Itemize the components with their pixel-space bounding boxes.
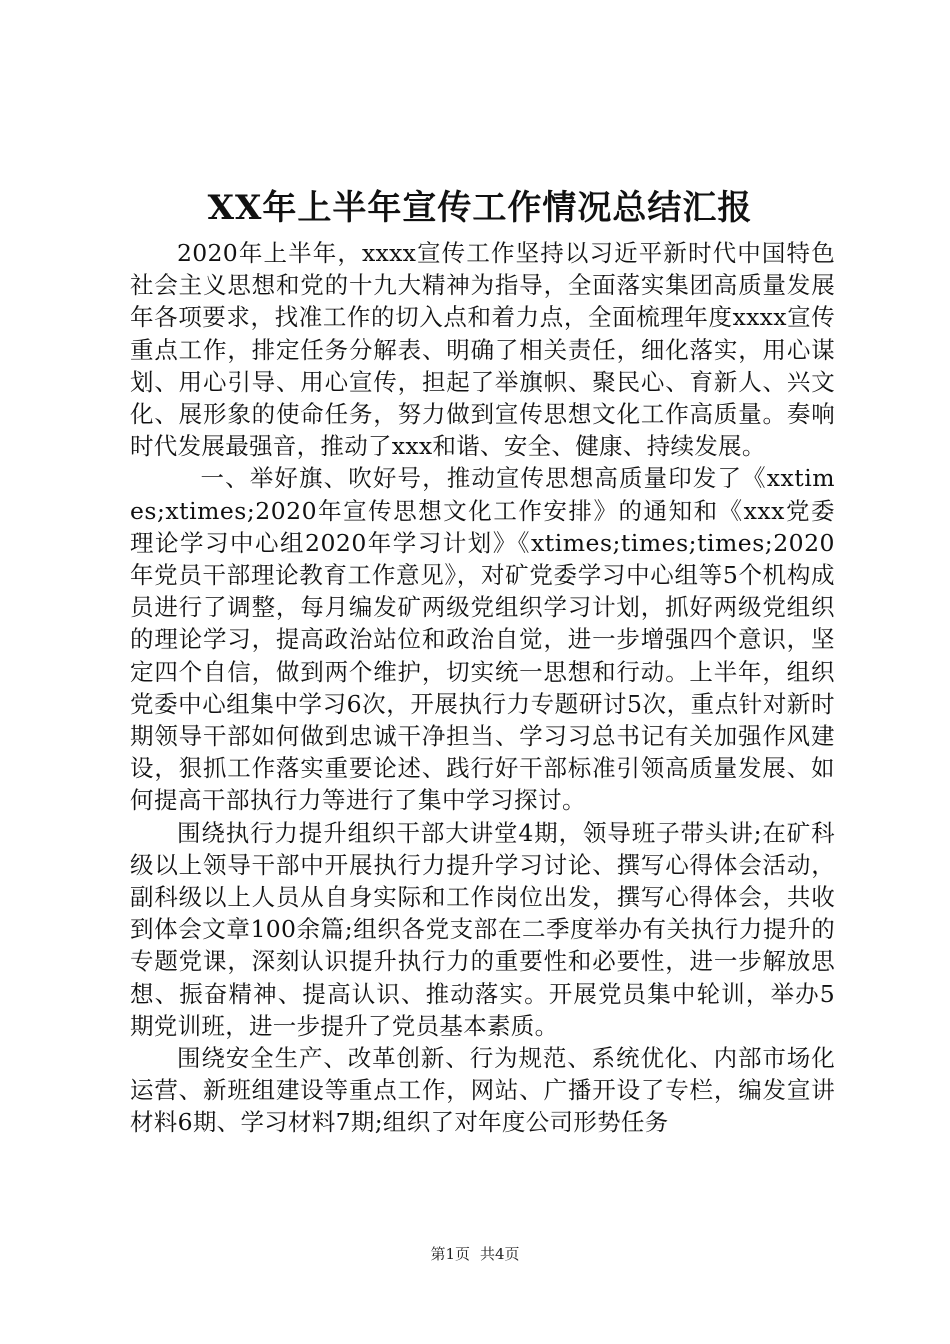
document-body — [130, 237, 835, 1139]
paragraph-section-one: 一、举好旗、吹好号，推动宣传思想高质量印发了《xxtimes;xtimes;2020年宣传思想文化工作安排》的通知和《xxx党委理论学习中心组2020年学习计划》《xtimes;times;times;2020年党员干部理论教育工作意见》，对矿党委学习中心组等5个机构成员进行了调整，每月编发矿两级党组织学习计划，抓好两级党组织的理论学习，提高政治站位和政治自觉，进一步增强四个意识，坚定四个自信，做到两个维护，切实统一思想和行动。上半年，组织党委中心组集中学习6次，开展执行力专题研讨5次，重点针对新时期领导干部如何做到忠诚干净担当、学习习总书记有关加强作风建设，狠抓工作落实重要论述、践行好干部标准引领高质量发展、如何提高干部执行力等进行了集中学习探讨。 — [130, 464, 835, 815]
page-total: 共4页 — [480, 1245, 520, 1263]
page-footer — [0, 1244, 950, 1264]
document-title: XX年上半年宣传工作情况总结汇报 — [207, 188, 753, 228]
paragraph-intro: 2020年上半年，xxxx宣传工作坚持以习近平新时代中国特色社会主义思想和党的十九大精神为指导，全面落实集团高质量发展年各项要求，找准工作的切入点和着力点，全面梳理年度xxxx宣传重点工作，排定任务分解表、明确了相关责任，细化落实，用心谋划、用心引导、用心宣传，担起了举旗帜、聚民心、育新人、兴文化、展形象的使命任务，努力做到宣传思想文化工作高质量。奏响时代发展最强音，推动了xxx和谐、安全、健康、持续发展。 — [130, 239, 835, 461]
paragraph-execution: 围绕执行力提升组织干部大讲堂4期，领导班子带头讲;在矿科级以上领导干部中开展执行力提升学习讨论、撰写心得体会活动，副科级以上人员从自身实际和工作岗位出发，撰写心得体会，共收到体会文章100余篇;组织各党支部在二季度举办有关执行力提升的专题党课，深刻认识提升执行力的重要性和必要性，进一步解放思想、振奋精神、提高认识、推动落实。开展党员集中轮训，举办5期党训班，进一步提升了党员基本素质。 — [130, 818, 835, 1040]
paragraph-publicity: 围绕安全生产、改革创新、行为规范、系统优化、内部市场化运营、新班组建设等重点工作，网站、广播开设了专栏，编发宣讲材料6期、学习材料7期;组织了对年度公司形势任务 — [130, 1044, 835, 1137]
page-number: 第1页 — [430, 1245, 470, 1263]
